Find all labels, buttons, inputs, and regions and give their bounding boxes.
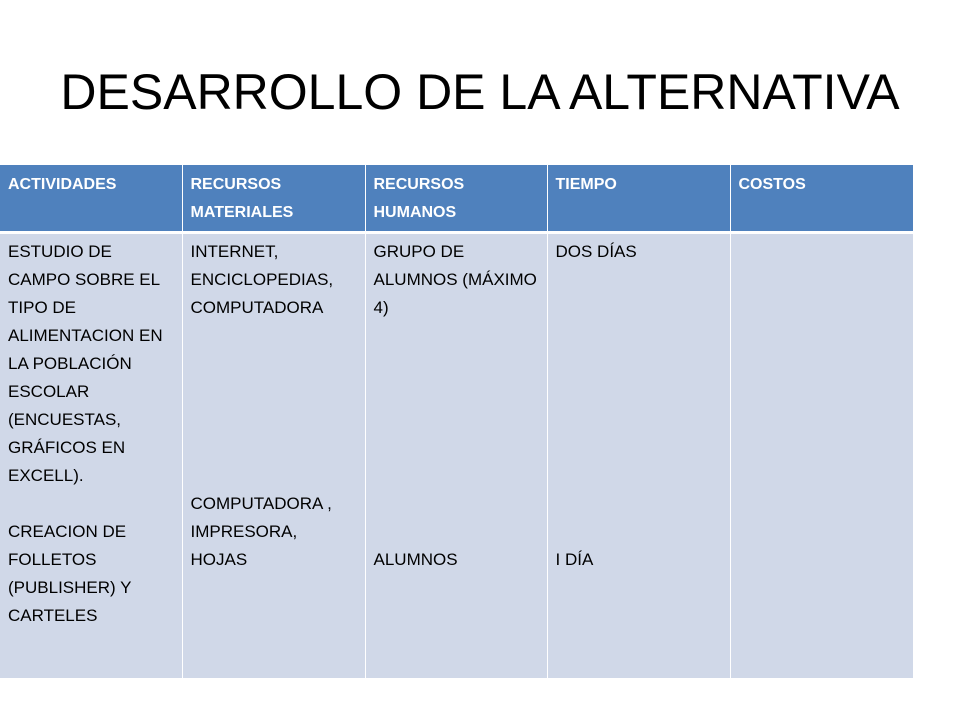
- tiempo-1: DOS DÍAS: [555, 242, 637, 261]
- tiempo-2: I DÍA: [555, 550, 594, 569]
- recurso-material-1: INTERNET, ENCICLOPEDIAS, COMPUTADORA: [190, 242, 334, 317]
- recurso-humano-2: ALUMNOS: [373, 550, 458, 569]
- header-costos: COSTOS: [730, 165, 913, 233]
- cell-recursos-humanos: [365, 233, 547, 678]
- header-actividades: ACTIVIDADES: [0, 165, 182, 233]
- actividad-1: ESTUDIO DE CAMPO SOBRE EL TIPO DE ALIMENTACION EN LA POBLACIÓN ESCOLAR (ENCUESTAS, GRÁFICOS EN EXCELL).: [8, 242, 163, 485]
- actividad-2: CREACION DE FOLLETOS (PUBLISHER) Y CARTELES: [8, 522, 132, 625]
- cell-actividades: [0, 233, 182, 678]
- header-recursos-materiales: RECURSOS MATERIALES: [182, 165, 365, 233]
- header-recursos-humanos: RECURSOS HUMANOS: [365, 165, 547, 233]
- cell-costos: [730, 233, 913, 678]
- cell-recursos-materiales: [182, 233, 365, 678]
- recurso-humano-1: GRUPO DE ALUMNOS (MÁXIMO 4): [373, 242, 537, 317]
- slide-title: DESARROLLO DE LA ALTERNATIVA: [60, 64, 900, 120]
- alternative-table: [0, 165, 913, 678]
- cell-tiempo: [547, 233, 730, 678]
- header-tiempo: TIEMPO: [547, 165, 730, 233]
- recurso-material-2: COMPUTADORA , IMPRESORA, HOJAS: [190, 494, 332, 569]
- table-header-row: [0, 165, 913, 233]
- table-row: [0, 233, 913, 678]
